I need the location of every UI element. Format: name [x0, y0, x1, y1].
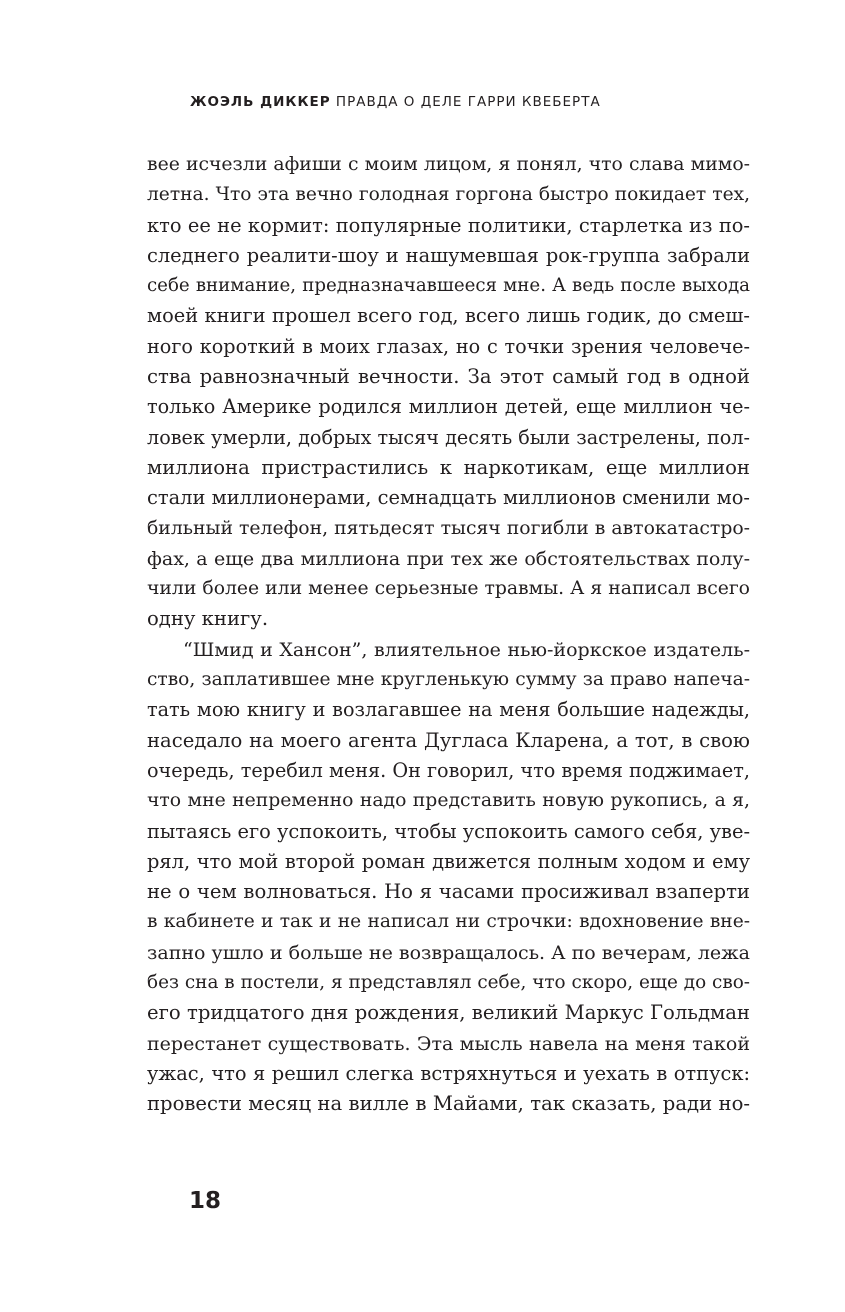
- text-line: пытаясь его успокоить, чтобы успокоить самого себя, уве-: [147, 819, 750, 843]
- text-line: перестанет существовать. Эта мысль навела на меня такой: [147, 1032, 750, 1055]
- text-line: наседало на моего агента Дугласа Кларена, а тот, в свою: [147, 728, 750, 752]
- body-text: [147, 150, 750, 1120]
- text-line: его тридцатого дня рождения, великий Маркус Гольдман: [147, 1001, 750, 1025]
- text-line: кто ее не кормит: популярные политики, старлетка из по-: [147, 213, 750, 237]
- header-book-title: ПРАВДА О ДЕЛЕ ГАРРИ КВЕБЕРТА: [335, 94, 601, 110]
- text-line: следнего реалити-шоу и нашумевшая рок-группа забрали: [147, 243, 750, 267]
- text-line: ства равнозначный вечности. За этот самый год в одной: [147, 365, 750, 389]
- text-line: бильный телефон, пятьдесят тысяч погибли в автокатастро-: [147, 517, 750, 539]
- text-line: запно ушло и больше не возвращалось. А по вечерам, лежа: [147, 941, 750, 964]
- paragraph-1: [147, 150, 750, 635]
- text-line: без сна в постели, я представлял себе, что скоро, еще до сво-: [147, 972, 750, 994]
- text-line: в кабинете и так и не написал ни строчки: вдохновение вне-: [147, 911, 750, 933]
- text-line: чили более или менее серьезные травмы. А я написал всего: [147, 578, 750, 600]
- text-line: рял, что мой второй роман движется полным ходом и ему: [147, 849, 750, 873]
- text-line: только Америке родился миллион детей, еще миллион че-: [147, 395, 750, 419]
- text-line: провести месяц на вилле в Майами, так сказать, ради но-: [147, 1092, 750, 1116]
- paragraph-2: [147, 635, 750, 1120]
- text-line: “Шмид и Хансон”, влиятельное нью-йоркское издатель-: [183, 638, 750, 661]
- text-line: вее исчезли афиши с моим лицом, я понял, что слава мимо-: [147, 154, 750, 175]
- text-line: моей книги прошел всего год, всего лишь годик, до смеш-: [147, 304, 750, 328]
- text-line: ловек умерли, добрых тысяч десять были застрелены, пол-: [147, 425, 750, 449]
- text-line: что мне непременно надо представить новую рукопись, а я,: [147, 790, 750, 812]
- text-line: стали миллионерами, семнадцать миллионов сменили мо-: [147, 486, 750, 510]
- text-line: летна. Что эта вечно голодная горгона быстро покидает тех,: [147, 184, 750, 206]
- text-line: тать мою книгу и возлагавшее на меня большие надежды,: [147, 698, 750, 722]
- text-line: себе внимание, предназначавшееся мне. А ведь после выхода: [147, 275, 750, 297]
- text-line: не о чем волноваться. Но я часами просиживал взаперти: [147, 880, 750, 904]
- text-line: миллиона пристрастились к наркотикам, еще миллион: [147, 455, 750, 479]
- header-author: ЖОЭЛЬ ДИККЕР: [190, 94, 331, 110]
- text-line: ство, заплатившее мне кругленькую сумму за право напеча-: [147, 669, 750, 691]
- text-line: ужас, что я решил слегка встряхнуться и уехать в отпуск:: [147, 1061, 750, 1085]
- text-line: фах, а еще два миллиона при тех же обстоятельствах полу-: [147, 547, 750, 570]
- text-line: очередь, теребил меня. Он говорил, что время поджимает,: [147, 758, 750, 782]
- text-line: ного короткий в моих глазах, но с точки зрения человече-: [147, 334, 750, 358]
- running-header: [190, 94, 601, 110]
- page-number: 18: [189, 1188, 222, 1214]
- text-line: одну книгу.: [147, 607, 269, 631]
